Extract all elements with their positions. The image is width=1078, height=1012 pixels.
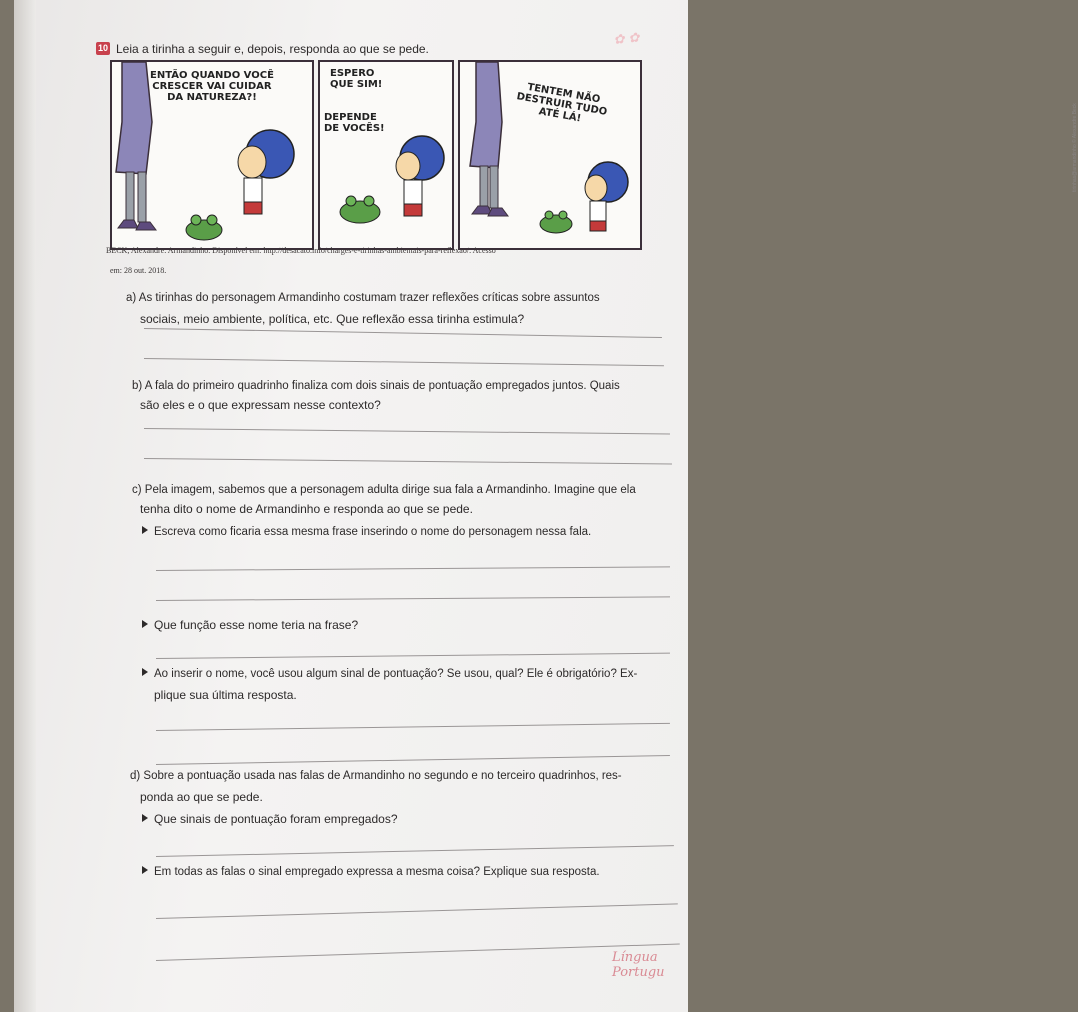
question-d-bullet-2 (142, 866, 600, 878)
question-d-bullet-1-text: Que sinais de pontuação foram empregados? (154, 812, 398, 826)
corner-decoration: ✿ ✿ (612, 30, 641, 49)
textbook-page (14, 0, 1078, 1012)
comic-panel-3 (458, 60, 1078, 250)
answer-line-c4[interactable] (156, 723, 670, 731)
question-c-bullet-1-text: Escreva como ficaria essa mesma frase inserindo o nome do personagem nessa fala. (154, 526, 592, 538)
comic-credit-line-1: BECK, Alexandre. Armandinho. Disponível em: http://desacato.info/charges-e-tirinhas-ambientais-para-reflexao/. Acesso (106, 246, 496, 255)
answer-line-d3[interactable] (156, 944, 680, 961)
page-spine (14, 0, 36, 1012)
question-a-line-2: sociais, meio ambiente, política, etc. Que reflexão essa tirinha estimula? (140, 312, 525, 326)
question-c-line-2: tenha dito o nome de Armandinho e responda ao que se pede. (140, 502, 473, 516)
question-c-bullet-2-text: Que função esse nome teria na frase? (154, 618, 359, 632)
question-d-bullet-1 (142, 812, 398, 826)
question-b-line-2: são eles e o que expressam nesse contexto? (140, 398, 381, 412)
question-c-line-1: c) Pela imagem, sabemos que a personagem adulta dirige sua fala a Armandinho. Imagine que ela (132, 484, 636, 496)
question-c-bullet-1 (142, 526, 591, 538)
panel-3-drawing (460, 62, 640, 248)
bullet-icon (142, 866, 148, 874)
comic-panel-1 (110, 60, 314, 250)
bullet-icon (142, 526, 148, 534)
exercise-intro: Leia a tirinha a seguir e, depois, responda ao que se pede. (116, 42, 429, 56)
panel-2-drawing (320, 62, 452, 248)
question-d-line-2: ponda ao que se pede. (140, 790, 263, 804)
answer-line-c5[interactable] (156, 755, 670, 765)
panel-1-speech: ENTÃO QUANDO VOCÊ CRESCER VAI CUIDAR DA NATUREZA?! (150, 70, 274, 103)
answer-line-c3[interactable] (156, 653, 670, 659)
question-c-bullet-3-line-2: plique sua última resposta. (154, 688, 297, 702)
answer-line-a2[interactable] (144, 358, 664, 366)
answer-line-d1[interactable] (156, 845, 674, 857)
bullet-icon (142, 668, 148, 676)
question-c-bullet-3-text: Ao inserir o nome, você usou algum sinal de pontuação? Se usou, qual? Ele é obrigatório? Ex- (154, 668, 638, 680)
exercise-number: 10 (97, 43, 108, 53)
answer-line-c1[interactable] (156, 566, 670, 571)
question-d-bullet-2-text: Em todas as falas o sinal empregado expressa a mesma coisa? Explique sua resposta. (154, 866, 600, 878)
comic-panel-2 (318, 60, 454, 250)
comic-side-credit: tirinhas@armandinho © Alexandre Beck (1072, 103, 1078, 192)
answer-line-a1[interactable] (144, 328, 662, 338)
question-c-bullet-2 (142, 618, 358, 632)
comic-credit-line-2: em: 28 out. 2018. (110, 266, 167, 275)
answer-line-b1[interactable] (144, 428, 670, 435)
panel-2-speech-top: ESPERO QUE SIM! (330, 68, 383, 90)
question-c-bullet-3-line-1 (142, 668, 637, 680)
question-a-line-1: a) As tirinhas do personagem Armandinho costumam trazer reflexões críticas sobre assuntos (126, 292, 600, 304)
panel-3-speech: TENTEM NÃO DESTRUIR TUDO ATÉ LÁ! (515, 81, 608, 125)
question-b-line-1: b) A fala do primeiro quadrinho finaliza com dois sinais de pontuação empregados juntos. Quais (132, 380, 620, 392)
question-d-line-1: d) Sobre a pontuação usada nas falas de Armandinho no segundo e no terceiro quadrinhos, res- (130, 770, 622, 782)
answer-line-b2[interactable] (144, 458, 672, 465)
answer-line-d2[interactable] (156, 903, 678, 919)
panel-2-speech-bottom: DEPENDE DE VOCÊS! (324, 112, 385, 134)
footer-signature: Língua Portugu (612, 950, 665, 980)
bullet-icon (142, 814, 148, 822)
panel-1-drawing (112, 62, 312, 248)
answer-line-c2[interactable] (156, 596, 670, 601)
comic-strip (110, 60, 1078, 248)
bullet-icon (142, 620, 148, 628)
